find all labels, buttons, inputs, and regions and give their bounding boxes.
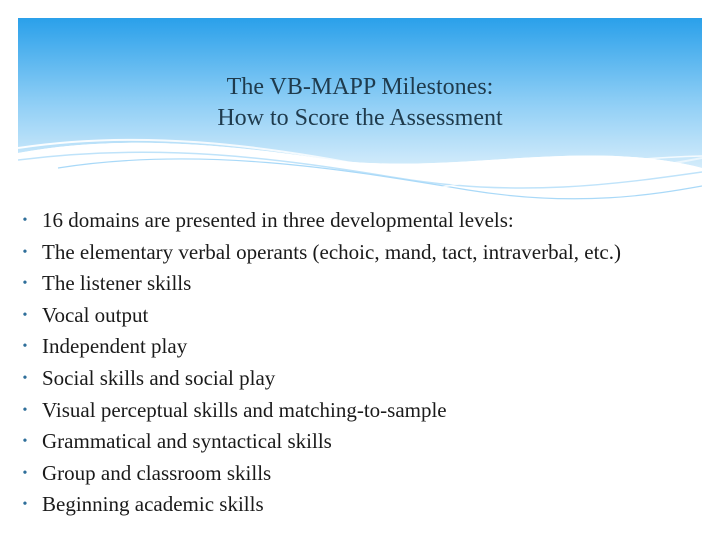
bullet-dot-icon: • [22,370,28,386]
bullet-item [18,489,708,521]
bullet-item [18,237,708,269]
bullet-text: Beginning academic skills [42,492,264,517]
bullet-text: Grammatical and syntactical skills [42,429,332,454]
bullet-text: Visual perceptual skills and matching-to-sample [42,397,447,422]
bullet-dot-icon: • [22,434,28,450]
bullet-dot-icon: • [22,213,28,228]
bullet-text: Independent play [42,334,188,359]
bullet-item [18,331,708,363]
title-banner [18,18,702,208]
slide-title-line-1: The VB-MAPP Milestones: [226,74,494,100]
bullet-text: 16 domains are presented in three developmental levels: [42,208,514,232]
bullet-text: The elementary verbal operants (echoic, mand, tact, intraverbal, etc.) [42,239,621,264]
bullet-item [18,395,708,427]
bullet-dot-icon: • [22,402,28,418]
slide-title [18,72,702,134]
bullet-item [18,458,708,490]
bullet-item [18,268,708,300]
bullet-text: Social skills and social play [42,365,276,390]
bullet-item [18,363,708,395]
bullet-dot-icon: • [22,339,28,355]
bullet-text: Group and classroom skills [42,460,272,485]
bullet-text: Vocal output [42,302,149,327]
bullet-dot-icon: • [22,244,28,260]
bullet-list [18,205,708,521]
bullet-item [18,426,708,458]
bullet-dot-icon: • [22,276,28,292]
bullet-dot-icon: • [22,307,28,323]
bullet-dot-icon: • [22,465,28,481]
bullet-item [18,205,708,237]
bullet-dot-icon: • [22,497,28,513]
bullet-item [18,300,708,332]
slide-title-line-2: How to Score the Assessment [217,105,503,131]
bullet-text: The listener skills [42,271,192,296]
